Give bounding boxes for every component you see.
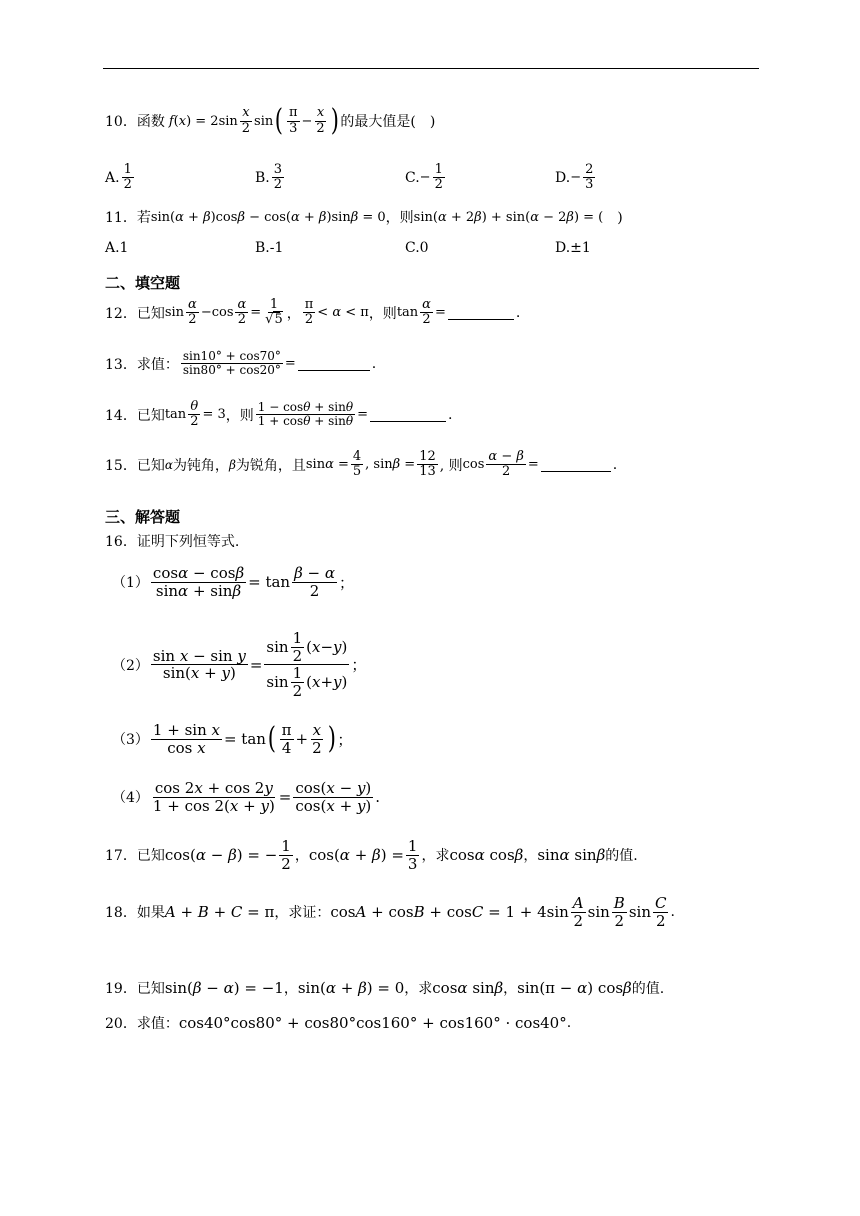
question-17: 17． 已知 cos(α − β) = − $\frac{1}{2}$ ， cos(α + β) = $\frac{1}{3}$ ，求 cosα cosβ ， sinα sinβ 的值. [105, 837, 638, 873]
question-10: 10． 函数 f(x) = 2sin $\frac{x}{2}$ sin ( $\frac{\pi}{3}$ − $\frac{x}{2}$ ) 的最大值是( ) [105, 103, 436, 138]
q10-option-b: B. $\frac{3}{2}$ [255, 162, 283, 193]
q10-option-a: A. $\frac{1}{2}$ [105, 162, 132, 193]
q16-part-3: （3） $\frac{\text{1 + sin x}}{\text{cos x}}$ = tan ( $\frac{\pi}{4}$ + $\frac{x}{2}$ ) ； [112, 721, 353, 757]
q11-option-a: A.1 [105, 240, 129, 256]
question-16: 16． 证明下列恒等式. [105, 534, 240, 550]
question-18: 18． 如果 A + B + C = π ，求证： cosA + cosB + cosC = 1 + 4sin $\frac{A}{2}$ sin $\frac{B}{2}$ sin $\frac{C}{2}$ . [105, 894, 675, 930]
q16-part-2: （2） $\frac{\text{sin x − sin y}}{\sin(x + y)}$ = sin $\frac{1}{2}$ ( x − y ) sin $\frac{1}{2}$ ( x + y ) ； [112, 629, 367, 700]
q16-part-1: （1） $\frac{\cos\alpha - \cos\beta}{\sin\alpha + \sin\beta}$ = tan $\frac{\beta - \alpha}{2}$ ； [112, 564, 355, 600]
question-19: 19． 已知 sin(β − α) = −1 ， sin(α + β) = 0 ，求 cosα sinβ ， sin(π − α) cosβ 的值. [105, 979, 665, 997]
section-fill-in-heading: 二、填空题 [105, 274, 181, 292]
question-15: 15． 已知 α 为钝角， β 为锐角，且 sinα = $\frac{4}{5}$ , sinβ = $\frac{12}{13}$ , 则 cos $\frac{\alpha - \beta}{2}$ = . [105, 449, 618, 480]
question-14: 14． 已知 tan $\frac{\theta}{2}$ = 3 ，则 $\frac{1 - \cos\theta + \sin\theta}{1 + \cos\theta + \sin\theta}$ = . [105, 399, 453, 430]
question-13: 13． 求值： $\frac{\sin 10^\circ + \cos 70^\circ}{\sin 80^\circ + \cos 20^\circ}$ = . [105, 349, 377, 378]
header-rule [103, 68, 759, 69]
q11-option-c: C.0 [405, 240, 429, 256]
question-20: 20． 求值： cos40°cos80° + cos80°cos160° + cos160° · cos40° . [105, 1014, 572, 1032]
q16-part-4: （4） $\frac{\cos 2x + \cos 2y}{1 + \cos 2(x + y)}$ = $\frac{\cos(x - y)}{\cos(x + y)}$ . [112, 779, 381, 815]
question-11: 11． 若 sin(α + β)cosβ − cos(α + β)sinβ = 0 ，则 sin(α + 2β) + sin(α − 2β) = ( ) [105, 209, 623, 226]
question-12: 12． 已知 sin $\frac{\alpha}{2}$ −cos $\frac{\alpha}{2}$ = $\frac{1}{√5}$ ， $\frac{\pi}{2}$ < α < π ，则 tan $\frac{\alpha}{2}$ = . [105, 297, 521, 328]
section-solution-heading: 三、解答题 [105, 508, 181, 526]
q10-option-c: C. − $\frac{1}{2}$ [405, 162, 443, 193]
q11-option-d: D.±1 [555, 240, 591, 256]
q11-option-b: B.-1 [255, 240, 284, 256]
q10-option-d: D. − $\frac{2}{3}$ [555, 162, 594, 193]
